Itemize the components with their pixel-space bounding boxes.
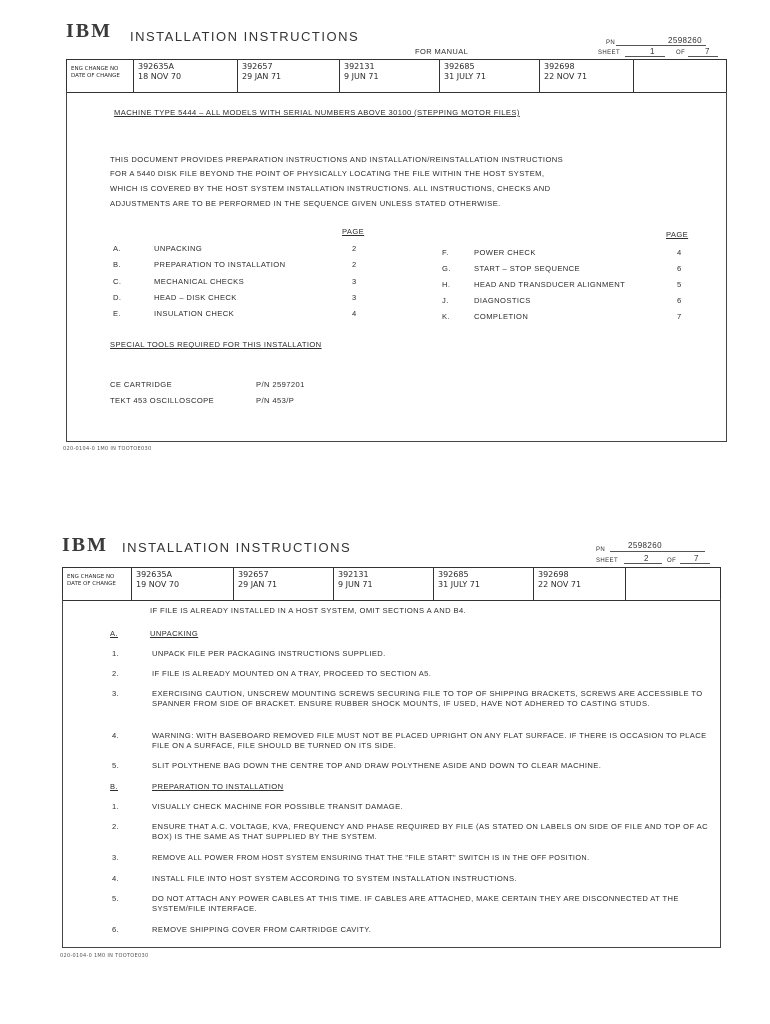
step-text: REMOVE ALL POWER FROM HOST SYSTEM ENSURING THAT THE "FILE START" SWITCH IS IN THE OFF POSITION. [152, 853, 590, 862]
toc-letter: B. [113, 260, 121, 269]
step-number: 3. [112, 853, 120, 862]
step-number: 3. [112, 689, 120, 698]
intro-line: ADJUSTMENTS ARE TO BE PERFORMED IN THE SEQUENCE GIVEN UNLESS STATED OTHERWISE. [110, 199, 501, 208]
toc-item: COMPLETION [474, 312, 529, 321]
form-number: 020-0104-0 1M0 IN TOOTOE030 [60, 953, 149, 959]
step-number: 2. [112, 669, 120, 678]
toc-item: HEAD AND TRANSDUCER ALIGNMENT [474, 280, 626, 289]
eng-change-label: ENG CHANGE NO [67, 574, 115, 580]
toc-item: HEAD – DISK CHECK [154, 293, 237, 302]
step-number: 4. [112, 731, 120, 740]
of-label: OF [676, 50, 686, 56]
change-date: 19 NOV 70 [136, 580, 180, 589]
toc-page-header: PAGE [342, 227, 365, 236]
toc-letter: A. [113, 244, 121, 253]
date-change-label: DATE OF CHANGE [71, 73, 120, 79]
change-date: 9 JUN 71 [344, 72, 379, 81]
change-no: 392635A [136, 570, 173, 579]
of-label: OF [667, 558, 677, 564]
change-no: 392657 [242, 62, 273, 71]
step-text: REMOVE SHIPPING COVER FROM CARTRIDGE CAVITY. [152, 925, 372, 934]
toc-letter: D. [113, 293, 122, 302]
step-text: UNPACK FILE PER PACKAGING INSTRUCTIONS SUPPLIED. [152, 649, 386, 658]
step-number: 2. [112, 822, 120, 831]
ibm-logo: IBM [62, 534, 108, 556]
step-number: 5. [112, 761, 120, 770]
change-no: 392685 [438, 570, 469, 579]
machine-type-heading: MACHINE TYPE 5444 – ALL MODELS WITH SERIAL NUMBERS ABOVE 30100 (STEPPING MOTOR FILES) [114, 108, 520, 117]
sheet-number: 1 [650, 47, 655, 56]
toc-item: START – STOP SEQUENCE [474, 264, 581, 273]
change-date: 22 NOV 71 [538, 580, 582, 589]
tool-part-number: P/N 2597201 [256, 380, 305, 389]
step-text: EXERCISING CAUTION, UNSCREW MOUNTING SCREWS SECURING FILE TO TOP OF SHIPPING BRACKETS, SCREWS ARE ACCESSIBLE TO SPANNER FROM SIDE OF BRACKET. ENSURE RUBBER SHOCK MOUNTS, IF USED, HAVE NOT ADHERED TO CASTING STUDS. [152, 689, 703, 708]
change-date: 22 NOV 71 [544, 72, 588, 81]
toc-page: 4 [677, 248, 682, 257]
toc-letter: G. [442, 264, 451, 273]
change-no: 392131 [344, 62, 375, 71]
pn-label: PN [596, 547, 606, 553]
toc-letter: H. [442, 280, 451, 289]
sheet-label: SHEET [596, 558, 619, 564]
toc-letter: E. [113, 309, 121, 318]
intro-line: FOR A 5440 DISK FILE BEYOND THE POINT OF PHYSICALLY LOCATING THE FILE WITHIN THE HOST SYSTEM, [110, 169, 545, 178]
change-date: 31 JULY 71 [438, 580, 480, 589]
special-tools-heading: SPECIAL TOOLS REQUIRED FOR THIS INSTALLATION [110, 340, 322, 349]
page-title: INSTALLATION INSTRUCTIONS [130, 29, 360, 44]
toc-item: MECHANICAL CHECKS [154, 277, 245, 286]
step-number: 1. [112, 802, 120, 811]
toc-item: PREPARATION TO INSTALLATION [154, 260, 286, 269]
change-no: 392657 [238, 570, 269, 579]
tool-part-number: P/N 453/P [256, 396, 295, 405]
change-no: 392698 [538, 570, 569, 579]
section-a-title: UNPACKING [150, 629, 199, 638]
change-date: 29 JAN 71 [238, 580, 278, 589]
toc-page: 2 [352, 260, 357, 269]
sheet-number: 2 [644, 554, 649, 563]
step-number: 6. [112, 925, 120, 934]
tool-name: TEKT 453 OSCILLOSCOPE [110, 396, 215, 405]
change-no: 392635A [138, 62, 175, 71]
step-text: INSTALL FILE INTO HOST SYSTEM ACCORDING TO SYSTEM INSTALLATION INSTRUCTIONS. [152, 874, 518, 883]
of-number: 7 [705, 47, 710, 56]
toc-page: 3 [352, 277, 357, 286]
form-number: 020-0104-0 1M0 IN TOOTOE030 [63, 446, 152, 452]
section-b-title: PREPARATION TO INSTALLATION [152, 782, 284, 791]
step-number: 1. [112, 649, 120, 658]
toc-letter: C. [113, 277, 122, 286]
change-date: 9 JUN 71 [338, 580, 373, 589]
change-date: 29 JAN 71 [242, 72, 282, 81]
tool-name: CE CARTRIDGE [110, 380, 173, 389]
toc-page: 2 [352, 244, 357, 253]
sheet-label: SHEET [598, 50, 621, 56]
section-b-letter: B. [110, 782, 118, 791]
step-number: 5. [112, 894, 120, 903]
of-number: 7 [694, 554, 699, 563]
toc-item: UNPACKING [154, 244, 203, 253]
change-no: 392685 [444, 62, 475, 71]
toc-letter: F. [442, 248, 449, 257]
step-text: SLIT POLYTHENE BAG DOWN THE CENTRE TOP AND DRAW POLYTHENE ASIDE AND DOWN TO CLEAR MACHINE. [152, 761, 602, 770]
step-text: DO NOT ATTACH ANY POWER CABLES AT THIS TIME. IF CABLES ARE ATTACHED, MAKE CERTAIN THEY ARE DISCONNECTED AT THE SYSTEM/FILE INTERFACE. [152, 894, 679, 913]
step-text: ENSURE THAT A.C. VOLTAGE, KVA, FREQUENCY AND PHASE REQUIRED BY FILE (AS STATED ON LABELS ON SIDE OF FILE AND TOP OF AC BOX) IS THE SAME AS THAT SUPPLIED BY THE SYSTEM. [152, 822, 708, 841]
toc-page: 5 [677, 280, 682, 289]
step-text: VISUALLY CHECK MACHINE FOR POSSIBLE TRANSIT DAMAGE. [152, 802, 404, 811]
change-no: 392131 [338, 570, 369, 579]
omit-note: IF FILE IS ALREADY INSTALLED IN A HOST SYSTEM, OMIT SECTIONS A AND B4. [150, 606, 467, 615]
step-text: WARNING: WITH BASEBOARD REMOVED FILE MUST NOT BE PLACED UPRIGHT ON ANY FLAT SURFACE. IF THERE IS OCCASION TO PLACE FILE ON A SURFACE, FILE SHOULD BE TURNED ON ITS SIDE. [152, 731, 707, 750]
toc-page: 6 [677, 296, 682, 305]
eng-change-label: ENG CHANGE NO [71, 66, 119, 72]
toc-item: POWER CHECK [474, 248, 536, 257]
change-table [66, 59, 727, 93]
change-no: 392698 [544, 62, 575, 71]
toc-letter: J. [442, 296, 449, 305]
section-a-letter: A. [110, 629, 118, 638]
toc-page-header: PAGE [666, 230, 689, 239]
toc-page: 4 [352, 309, 357, 318]
page-title: INSTALLATION INSTRUCTIONS [122, 540, 352, 555]
step-number: 4. [112, 874, 120, 883]
pn-value: 2598260 [628, 541, 662, 550]
pn-label: PN [606, 40, 616, 46]
toc-page: 7 [677, 312, 682, 321]
intro-line: WHICH IS COVERED BY THE HOST SYSTEM INSTALLATION INSTRUCTIONS. ALL INSTRUCTIONS, CHECKS AND [110, 184, 551, 193]
change-date: 18 NOV 70 [138, 72, 182, 81]
toc-page: 6 [677, 264, 682, 273]
ibm-logo: IBM [66, 20, 112, 42]
intro-line: THIS DOCUMENT PROVIDES PREPARATION INSTRUCTIONS AND INSTALLATION/REINSTALLATION INSTRUCTIONS [110, 155, 564, 164]
toc-letter: K. [442, 312, 450, 321]
change-date: 31 JULY 71 [444, 72, 486, 81]
toc-item: DIAGNOSTICS [474, 296, 531, 305]
for-manual-label: FOR MANUAL [415, 47, 469, 56]
change-table [62, 567, 721, 601]
date-change-label: DATE OF CHANGE [67, 581, 116, 587]
pn-value: 2598260 [668, 36, 702, 45]
step-text: IF FILE IS ALREADY MOUNTED ON A TRAY, PROCEED TO SECTION A5. [152, 669, 432, 678]
toc-item: INSULATION CHECK [154, 309, 235, 318]
toc-page: 3 [352, 293, 357, 302]
